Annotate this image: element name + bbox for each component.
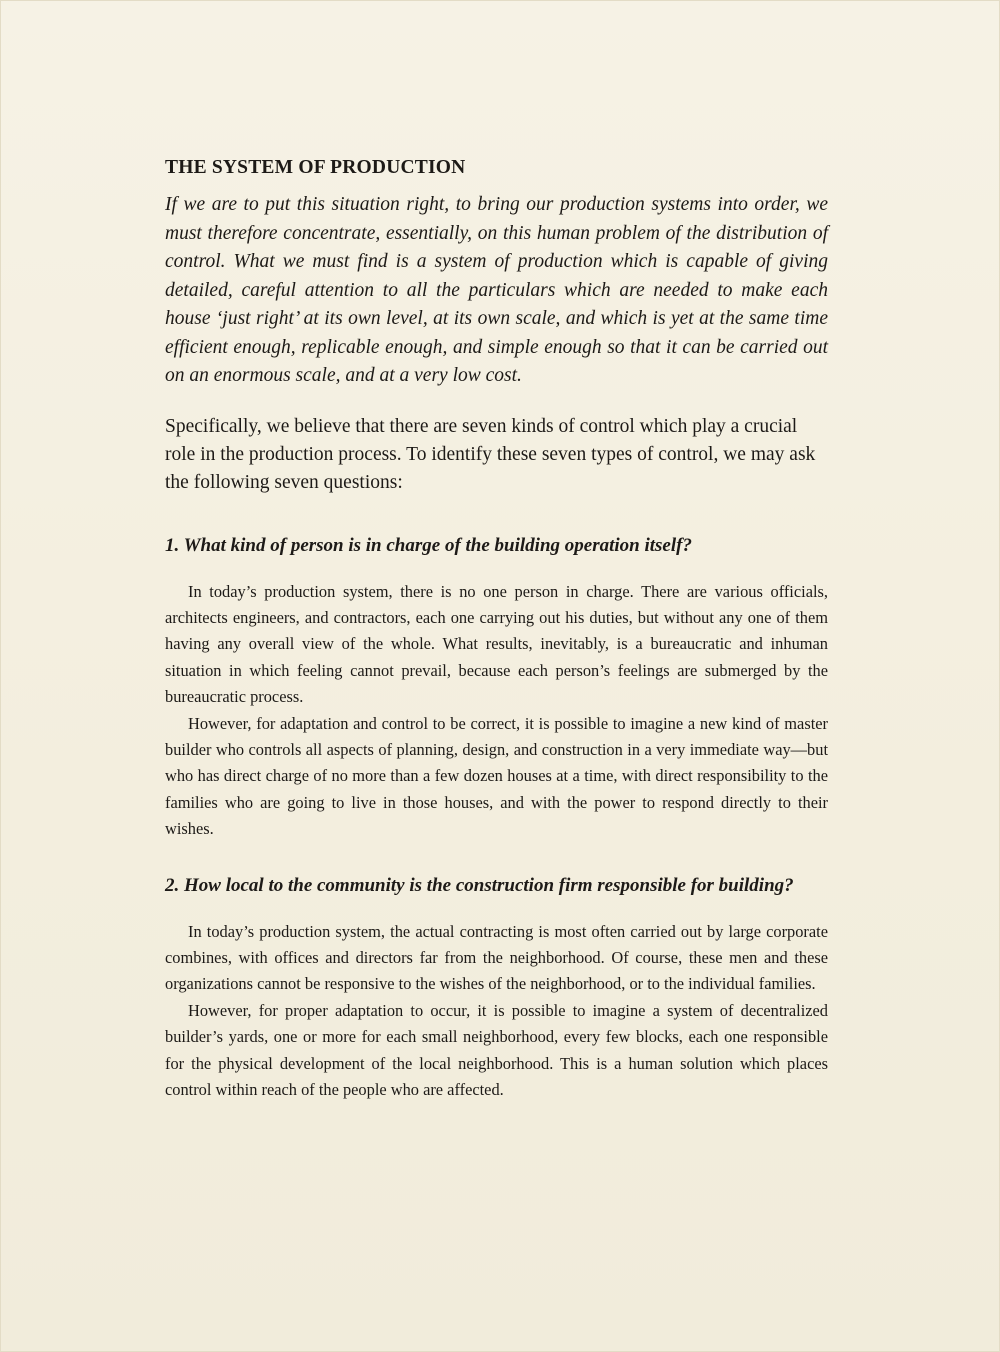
section-heading: THE SYSTEM OF PRODUCTION: [165, 157, 466, 178]
body-paragraph: However, for proper adaptation to occur, it is possible to imagine a system of decentralized builder’s yards, one or more for each small neighborhood, every few blocks, each one responsible for the physical development of the local neighborhood. This is a human solution which places control within reach of the people who are affected.: [165, 1000, 828, 1099]
body-paragraph: In today’s production system, the actual contracting is most often carried out by large corporate combines, with offices and directors far from the neighborhood. Of course, these men and these organizations cannot be responsive to the wishes of the neighborhood, or to the individual families.: [165, 921, 828, 994]
question-block-1: [165, 533, 828, 843]
question-heading: 1. What kind of person is in charge of the building operation itself?: [165, 534, 692, 556]
intro-paragraph: If we are to put this situation right, to bring our production systems into order, we must therefore concentrate, essentially, on this human problem of the distribution of control. What we must find is a system of production which is capable of giving detailed, careful attention to all the particulars which are needed to make each house ‘just right’ at its own level, at its own scale, and which is yet at the same time efficient enough, replicable enough, and simple enough so that it can be carried out on an enormous scale, and at a very low cost.: [165, 194, 828, 386]
lead-paragraph: Specifically, we believe that there are seven kinds of control which play a crucial role in the production process. To identify these seven types of control, we may ask the following seven questions:: [165, 415, 816, 493]
question-heading: 2. How local to the community is the construction firm responsible for building?: [165, 874, 794, 896]
body-paragraph: In today’s production system, there is no one person in charge. There are various officials, architects engineers, and contractors, each one carrying out his duties, but without any one of them having any overall view of the whole. What results, inevitably, is a bureaucratic and inhuman situation in which feeling cannot prevail, because each person’s feelings are submerged by the bureaucratic process.: [165, 581, 828, 707]
body-paragraph: However, for adaptation and control to be correct, it is possible to imagine a new kind of master builder who controls all aspects of planning, design, and construction in a very immediate way—but who has direct charge of no more than a few dozen houses at a time, with direct responsibility to the families who are going to live in those houses, and with the power to respond directly to their wishes.: [165, 713, 828, 839]
question-block-2: [165, 873, 828, 1104]
document-body: [165, 155, 828, 1133]
